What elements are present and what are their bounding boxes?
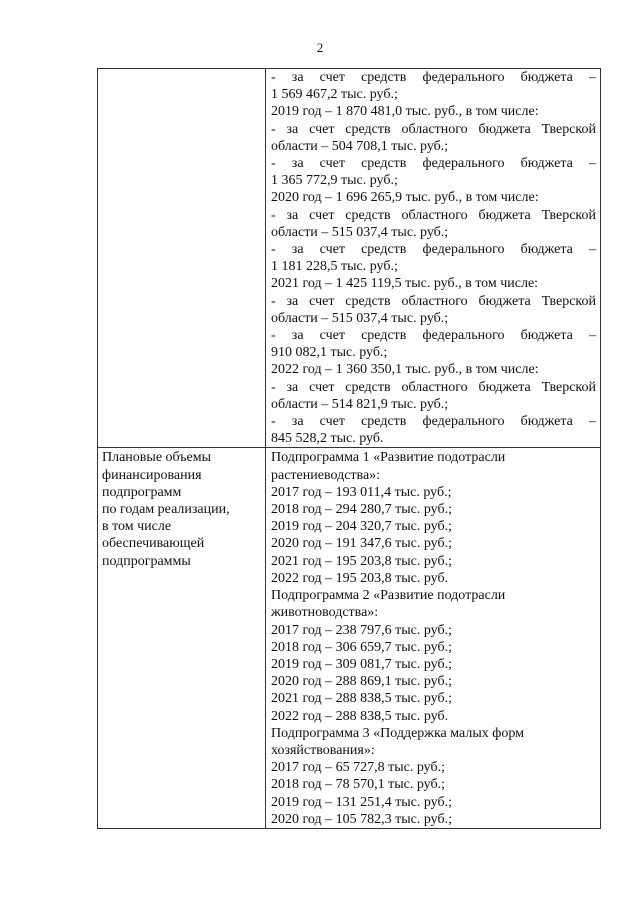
text-line: 2021 год – 195 203,8 тыс. руб.; <box>271 553 452 569</box>
page-number: 2 <box>316 40 324 55</box>
table-cell-empty-label <box>98 69 266 447</box>
text-line: 2018 год – 306 659,7 тыс. руб.; <box>271 639 452 655</box>
text-line: в том числе <box>102 519 172 535</box>
text-line: 2019 год – 131 251,4 тыс. руб.; <box>271 794 452 810</box>
text-line: по годам реализации, <box>102 502 230 518</box>
text-line: 2020 год – 1 696 265,9 тыс. руб., в том числе: <box>271 190 539 206</box>
text-line: Подпрограмма 2 «Развитие подотрасли <box>271 588 506 604</box>
text-line: 2022 год – 288 838,5 тыс. руб. <box>271 708 449 724</box>
text-line: 2021 год – 288 838,5 тыс. руб.; <box>271 691 452 707</box>
text-line: Плановые объемы <box>102 450 212 466</box>
text-line: 2022 год – 195 203,8 тыс. руб. <box>271 570 449 586</box>
text-line: 2018 год – 294 280,7 тыс. руб.; <box>271 502 452 518</box>
table-row-planned-volumes <box>98 447 600 827</box>
text-line: подпрограмм <box>102 484 182 500</box>
text-line: - за счет средств федерального бюджета – <box>271 328 596 344</box>
text-line: 1 569 467,2 тыс. руб.; <box>271 87 398 103</box>
text-line: 2017 год – 65 727,8 тыс. руб.; <box>271 760 445 776</box>
table-cell-funding-continuation <box>266 69 600 447</box>
text-line: - за счет средств федерального бюджета – <box>271 414 596 430</box>
text-line: области – 515 037,4 тыс. руб.; <box>271 224 449 240</box>
text-line: растениеводства»: <box>271 467 381 483</box>
text-line: Подпрограмма 3 «Поддержка малых форм <box>271 725 524 741</box>
text-line: животноводства»: <box>271 605 379 621</box>
table-cell-planned-volumes-content <box>266 448 600 827</box>
text-line: 2017 год – 193 011,4 тыс. руб.; <box>271 484 452 500</box>
text-line: 2020 год – 191 347,6 тыс. руб.; <box>271 536 452 552</box>
text-line: 2018 год – 78 570,1 тыс. руб.; <box>271 777 445 793</box>
text-line: области – 515 037,4 тыс. руб.; <box>271 310 449 326</box>
text-line: области – 504 708,1 тыс. руб.; <box>271 138 449 154</box>
text-line: - за счет средств областного бюджета Тверской <box>271 121 596 137</box>
text-line: области – 514 821,9 тыс. руб.; <box>271 396 449 412</box>
text-line: 2021 год – 1 425 119,5 тыс. руб., в том числе: <box>271 276 539 292</box>
text-line: 1 181 228,5 тыс. руб.; <box>271 259 398 275</box>
text-line: - за счет средств федерального бюджета – <box>271 156 596 172</box>
text-line: 845 528,2 тыс. руб. <box>271 431 384 447</box>
text-line: хозяйствования»: <box>271 742 375 758</box>
text-line: Подпрограмма 1 «Развитие подотрасли <box>271 450 506 466</box>
text-line: - за счет средств федерального бюджета – <box>271 70 596 85</box>
text-line: - за счет средств областного бюджета Тверской <box>271 207 596 223</box>
text-line: - за счет средств областного бюджета Тверской <box>271 379 596 395</box>
text-line: 2019 год – 204 320,7 тыс. руб.; <box>271 519 452 535</box>
text-line: 1 365 772,9 тыс. руб.; <box>271 173 398 189</box>
table-cell-planned-volumes-label <box>98 448 266 827</box>
text-line: 2019 год – 1 870 481,0 тыс. руб., в том числе: <box>271 104 539 120</box>
text-line: финансирования <box>102 467 202 483</box>
financing-table <box>97 68 601 829</box>
text-line: 2020 год – 105 782,3 тыс. руб.; <box>271 811 452 827</box>
text-line: 2017 год – 238 797,6 тыс. руб.; <box>271 622 452 638</box>
text-line: 2022 год – 1 360 350,1 тыс. руб., в том числе: <box>271 362 539 378</box>
table-row-federal-funding <box>98 69 600 447</box>
text-line: 2020 год – 288 869,1 тыс. руб.; <box>271 674 452 690</box>
text-line: подпрограммы <box>102 553 191 569</box>
text-line: 2019 год – 309 081,7 тыс. руб.; <box>271 656 452 672</box>
text-line: - за счет средств федерального бюджета – <box>271 242 596 258</box>
text-line: обеспечивающей <box>102 536 205 552</box>
text-line: - за счет средств областного бюджета Тверской <box>271 293 596 309</box>
text-line: 910 082,1 тыс. руб.; <box>271 345 388 361</box>
